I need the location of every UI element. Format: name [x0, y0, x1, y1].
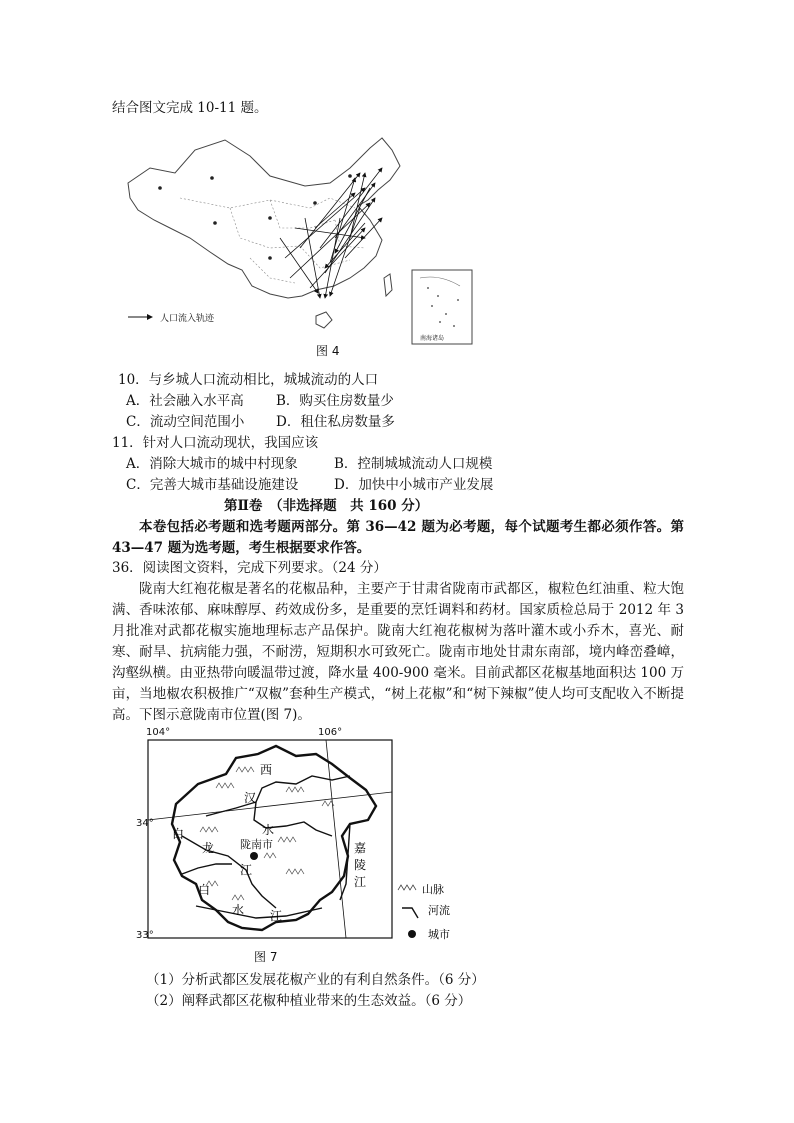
river-legend-icon	[402, 908, 418, 918]
river-char-jiang3: 江	[354, 875, 367, 889]
q11-option-a: A．消除大城市的城中村现象	[126, 456, 298, 472]
q36-stem: 36．阅读图文资料，完成下列要求。（24 分）	[112, 560, 387, 576]
river-char-shui: 水	[262, 823, 275, 837]
intro-text: 结合图文完成 10-11 题。	[112, 100, 268, 116]
q11-option-b: B．控制城城流动人口规模	[334, 456, 493, 472]
q36-passage: 陇南大红袍花椒是著名的花椒品种，主要产于甘肃省陇南市武都区，椒粒色红油重、粒大饱满、香味浓郁、麻味醇厚、药效成份多，是重要的烹饪调料和药材。国家质检总局于 2012 年 3 月批准对武都花椒实施地理标志产品保护。陇南大红袍花椒树为落叶灌木或小乔木，喜光、耐寒、耐旱、抗病能力强，不耐涝，短期积水可致死亡。陇南市地处甘肃东南部，境内峰峦叠嶂，沟壑纵横。由亚热带向暖温带过渡，降水量 400-900 毫米。目前武都区花椒基地面积达 100 万亩，当地椒农积极推广“双椒”套种生产模式，“树上花椒”和“树下辣椒”使人均可支配收入不断提高。下图示意陇南市位置(图 7)。	[112, 581, 684, 723]
q10-option-d: D．租住私房数量多	[276, 414, 395, 430]
longnan-map-svg	[136, 724, 476, 944]
q11-stem: 11．针对人口流动现状，我国应该	[112, 435, 319, 451]
q10-option-a: A．社会融入水平高	[126, 393, 244, 409]
inset-islands	[427, 287, 459, 327]
river-char-xi: 西	[260, 763, 273, 777]
figure-4-caption: 图 4	[316, 344, 340, 358]
lon-label-106: 106°	[318, 727, 343, 738]
q10-stem: 10．与乡城人口流动相比，城城流动的人口	[118, 372, 379, 388]
lat-label-33: 33°	[136, 930, 154, 941]
river-char-jiang: 江	[240, 863, 253, 877]
city-label: 陇南市	[240, 838, 273, 851]
mountain-legend-icon	[398, 885, 416, 890]
inset-coast	[420, 277, 460, 286]
q11-option-d: D．加快中小城市产业发展	[334, 477, 494, 493]
river-char-long: 龙	[202, 841, 215, 855]
river-char-shui2: 水	[232, 903, 245, 917]
river-char-jia: 嘉	[354, 841, 367, 855]
q36-sub1: （1）分析武都区发展花椒产业的有利自然条件。（6 分）	[146, 972, 485, 988]
river-char-han: 汉	[244, 791, 257, 805]
china-map-svg	[120, 128, 480, 360]
province-borders	[180, 198, 365, 283]
lat-label-34: 34°	[136, 818, 154, 829]
lon-label-104: 104°	[146, 727, 171, 738]
longnan-boundary	[172, 746, 376, 930]
taiwan-outline	[384, 274, 392, 296]
legend-city: 城市	[428, 928, 450, 941]
inset-box	[412, 270, 472, 344]
q36-sub2: （2）阐释武都区花椒种植业带来的生态效益。（6 分）	[146, 993, 472, 1009]
river-char-jiang2: 江	[270, 909, 283, 923]
legend-label: 人口流入轨迹	[160, 314, 215, 324]
river-char-bai: 白	[172, 827, 185, 841]
river-char-ling: 陵	[354, 858, 367, 872]
city-legend-icon	[408, 930, 416, 938]
river-char-bai2: 白	[198, 883, 211, 897]
q10-option-b: B．购买住房数量少	[276, 393, 394, 409]
q10-option-c: C．流动空间范围小	[126, 414, 245, 430]
q11-option-c: C．完善大城市基础设施建设	[126, 477, 299, 493]
population-flow-arrows	[280, 168, 382, 298]
longnan-city-dot	[250, 852, 258, 860]
figure-4-map	[120, 128, 480, 360]
legend-river: 河流	[428, 904, 450, 917]
hainan-outline	[316, 312, 332, 328]
section-2-instructions: 本卷包括必考题和选考题两部分。第 36—42 题为必考题，每个试题考生都必须作答。第 43—47 题为选考题，考生根据要求作答。	[112, 519, 684, 556]
legend-mountain: 山脉	[422, 883, 444, 896]
xihan-river	[206, 776, 350, 816]
inset-label: 南海诸岛	[420, 335, 445, 342]
china-outline	[128, 138, 400, 298]
section-2-title: 第Ⅱ卷 （非选择题 共 160 分）	[224, 498, 429, 514]
figure-7-caption: 图 7	[254, 950, 278, 964]
figure-7-map	[136, 724, 476, 944]
tributary	[182, 864, 232, 874]
